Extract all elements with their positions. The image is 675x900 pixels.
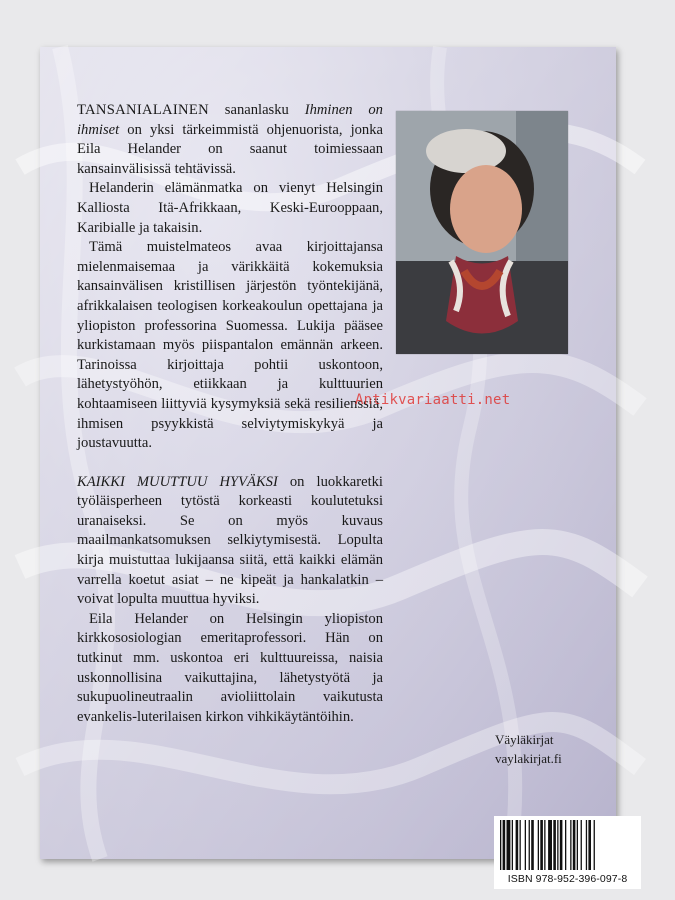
- isbn-label: ISBN 978-952-396-097-8: [507, 873, 628, 885]
- publisher-name: Väyläkirjat: [495, 732, 554, 747]
- back-cover-text: [77, 101, 383, 727]
- lead-caps: TANSANIALAINEN: [77, 102, 209, 118]
- publisher-info: [495, 730, 615, 768]
- book-title-italic: KAIKKI MUUTTUU HYVÄKSI: [77, 473, 278, 490]
- paragraph-1-text-a: sananlasku: [208, 102, 305, 118]
- paragraph-3: Tämä muistelmateos avaa kirjoittajansa mielenmaisemaa ja värikkäitä kokemuksia kansainvälisen kristillisen järjestön työntekijänä, afrikkalaisen teologisen korkeakoulun opettajana ja yliopiston professorina Suomessa. Lukija pääsee kurkistamaan myös piispantalon emännän arkeen. Tarinoissa kirjoittaja pohtii uskontoon, lähetystyöhön, etiikkaan ja kulttuurien kohtaamiseen liittyviä kysymyksiä sekä resilienssiä, ihmisen psyykkistä selviytymiskykyä ja joustavuutta.: [77, 239, 383, 452]
- paragraph-1: [77, 101, 383, 179]
- paragraph-2: Helanderin elämänmatka on vienyt Helsingin Kalliosta Itä-Afrikkaan, Keski-Eurooppaan, Karibialle ja takaisin.: [77, 180, 383, 236]
- author-photo: [396, 111, 568, 354]
- proverb-italic: Ihminen on ihmiset: [77, 102, 383, 138]
- paragraph-5: Eila Helander on Helsingin yliopiston kirkkososiologian emeritaprofessori. Hän on tutkinut mm. uskontoa eri kulttuureissa, naisia uskonnollisina vaikuttajina, lähetystyötä ja sukupuolineutraalin avioliittolain vaikutusta evankelis-luterilaisen kirkon vihkikäytäntöihin.: [77, 610, 383, 725]
- publisher-url: vaylakirjat.fi: [495, 751, 562, 766]
- author-portrait-icon: [396, 111, 568, 354]
- watermark: Antikvariaatti.net: [355, 392, 511, 408]
- paragraph-1-text-b: on yksi tärkeimmistä ohjenuorista, jonka Eila Helander on saanut toimiessaan kansainvälisissä tehtävissä.: [77, 121, 383, 177]
- paragraph-4: [77, 473, 383, 610]
- paragraph-4-text: on luokkaretki työläisperheen tytöstä korkeasti koulutetuksi uranaiseksi. Se on myös kuvaus maailmankatsomuksen selkiytymisestä. Lopulta kirja muistuttaa lukijaansa siitä, että kaikki elämän varrella koetut asiat – ne kipeät ja hankalatkin – voivat lopulta muuttua hyviksi.: [77, 473, 383, 608]
- barcode-icon: [494, 816, 641, 874]
- barcode: [494, 816, 641, 889]
